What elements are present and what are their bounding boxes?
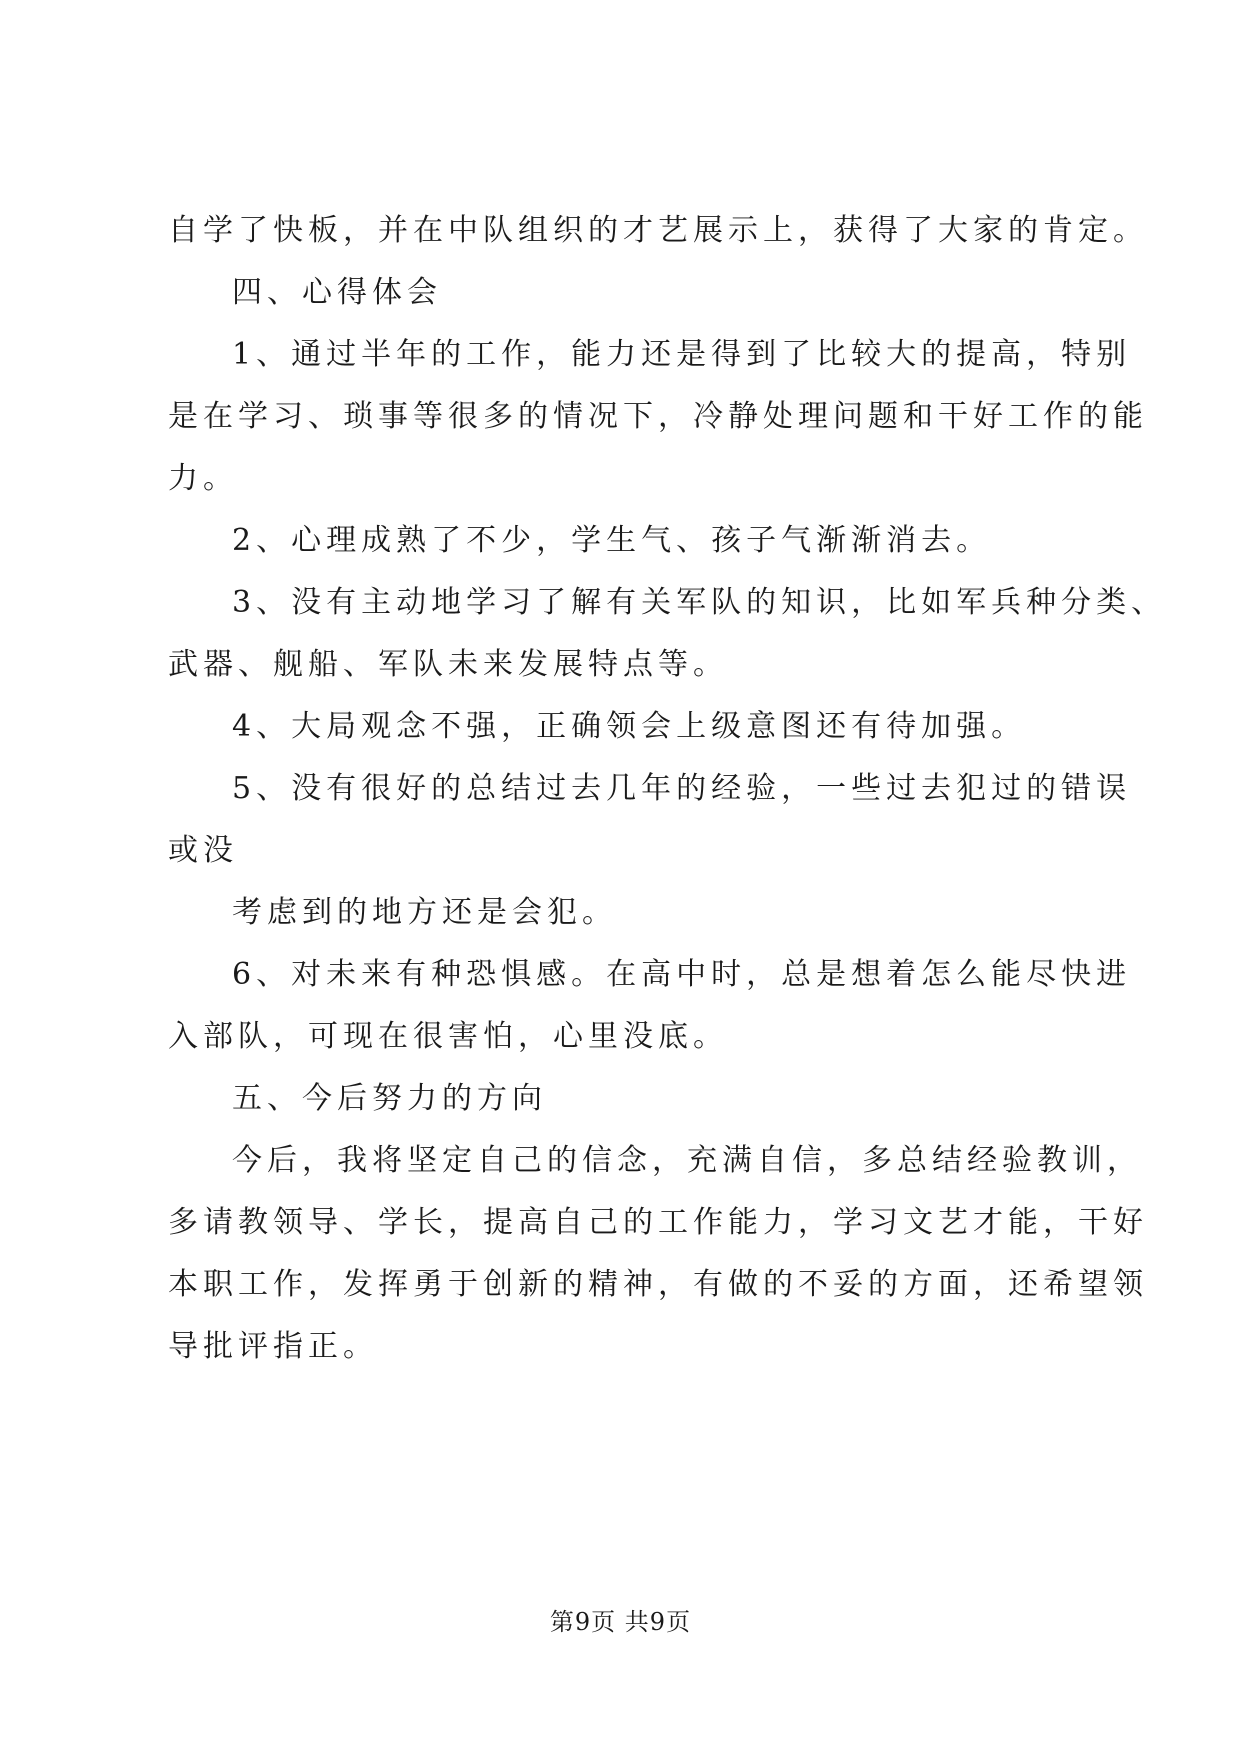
text-line: 多请教领导、学长，提高自己的工作能力，学习文艺才能，干好: [168, 1205, 1148, 1240]
text-line: 入部队，可现在很害怕，心里没底。: [168, 1019, 728, 1054]
section-heading: 四、心得体会: [232, 275, 442, 310]
text-line: 自学了快板，并在中队组织的才艺展示上，获得了大家的肯定。: [168, 213, 1148, 248]
document-body: [168, 200, 1167, 1378]
text-line: 武器、舰船、军队未来发展特点等。: [168, 647, 728, 682]
text-line: 5、没有很好的总结过去几年的经验，一些过去犯过的错误: [232, 771, 1132, 806]
text-line: 是在学习、琐事等很多的情况下，冷静处理问题和干好工作的能: [168, 399, 1148, 434]
text-line: 或没: [168, 833, 238, 868]
section-heading: 五、今后努力的方向: [232, 1081, 547, 1116]
text-line: 考虑到的地方还是会犯。: [232, 895, 617, 930]
text-line: 今后，我将坚定自己的信念，充满自信，多总结经验教训，: [232, 1143, 1142, 1178]
text-line: 3、没有主动地学习了解有关军队的知识，比如军兵种分类、: [232, 585, 1167, 620]
text-line: 力。: [168, 461, 238, 496]
text-line: 1、通过半年的工作，能力还是得到了比较大的提高，特别: [232, 337, 1132, 372]
text-line: 6、对未来有种恐惧感。在高中时，总是想着怎么能尽快进: [232, 957, 1132, 992]
text-line: 导批评指正。: [168, 1329, 378, 1364]
text-line: 本职工作，发挥勇于创新的精神，有做的不妥的方面，还希望领: [168, 1267, 1148, 1302]
page-number-footer: 第9页 共9页: [549, 1608, 692, 1636]
text-line: 2、心理成熟了不少，学生气、孩子气渐渐消去。: [232, 523, 992, 558]
text-line: 4、大局观念不强，正确领会上级意图还有待加强。: [232, 709, 1027, 744]
